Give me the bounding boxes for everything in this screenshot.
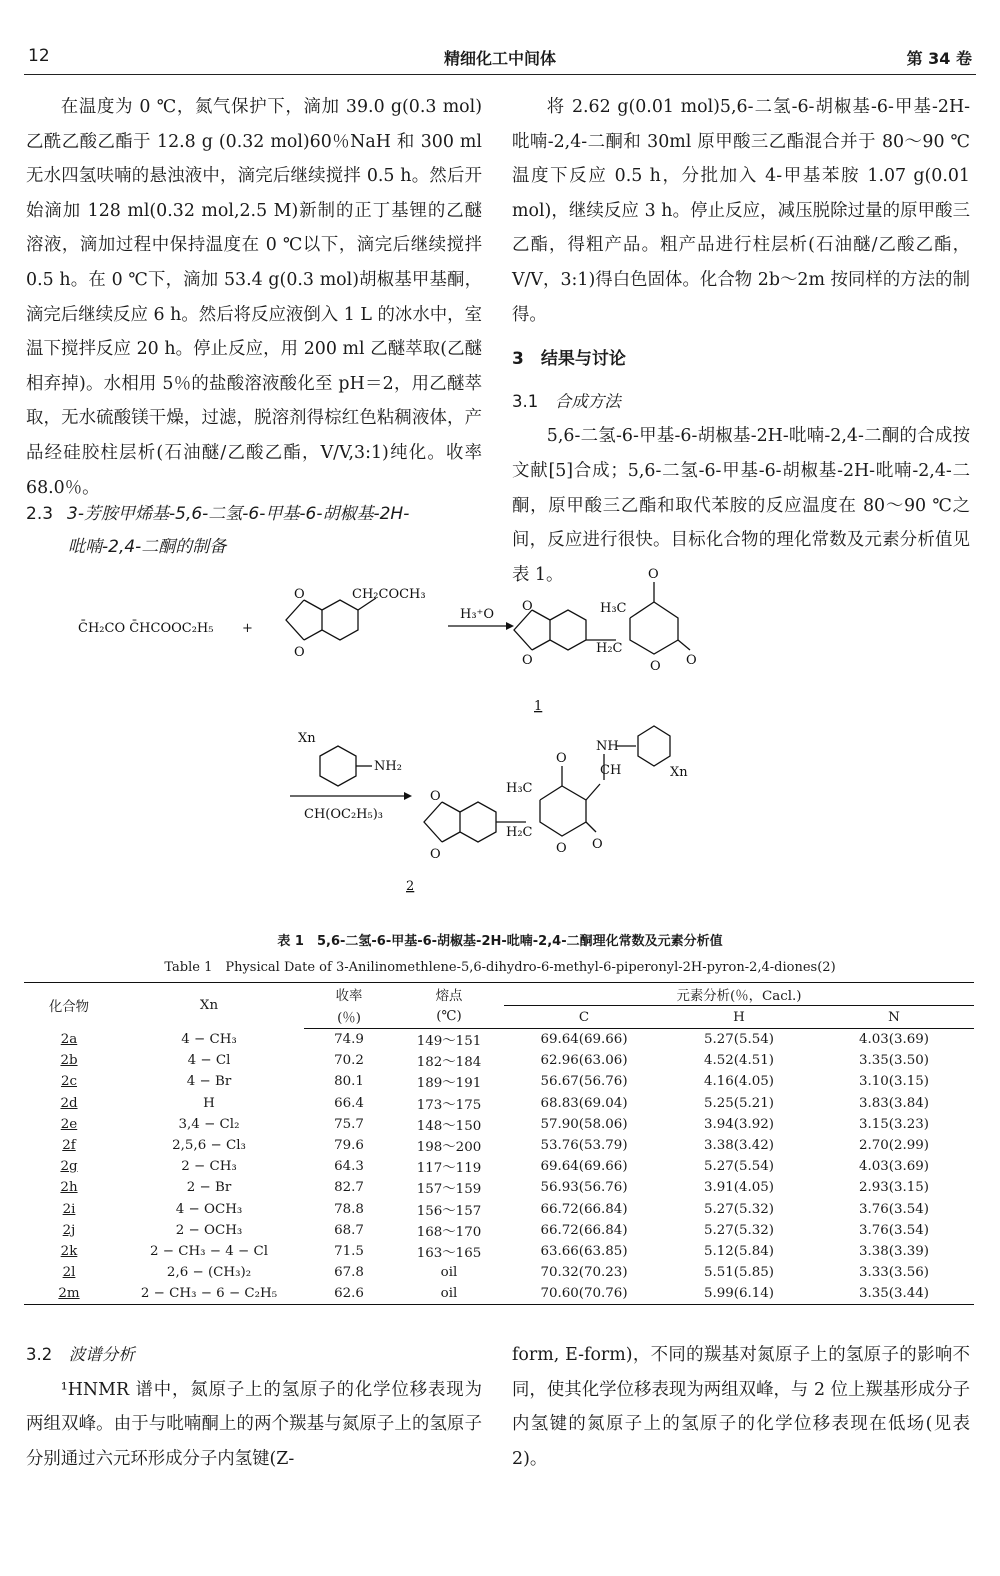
bottom-left-column <box>26 1338 482 1476</box>
cell-n: 4.03(3.69) <box>858 1159 930 1175</box>
scheme-ketone-substituent: CH₂COCH₃ <box>352 587 426 602</box>
scheme-h3c-2: H₃C <box>506 781 533 796</box>
cell-mp: 117～119 <box>416 1161 482 1177</box>
cell-c: 57.90(58.06) <box>540 1116 628 1132</box>
col-header-mp-unit: (℃) <box>394 1006 504 1029</box>
scheme-o-10: O <box>592 837 603 852</box>
cell-mp: 149～151 <box>416 1034 482 1050</box>
col-header-c: C <box>504 1006 664 1029</box>
table-row <box>24 1283 974 1305</box>
table-row <box>24 1199 974 1220</box>
cell-h: 5.27(5.32) <box>703 1222 775 1238</box>
scheme-o-1: O <box>294 587 305 602</box>
cell-yield: 75.7 <box>334 1116 364 1132</box>
cell-mp: 189～191 <box>416 1076 482 1092</box>
cell-xn: 3,4 − Cl₂ <box>178 1116 240 1132</box>
cell-mp: oil <box>394 1283 504 1305</box>
cell-compound: 2i <box>62 1201 76 1217</box>
volume-label: 第 34 卷 <box>906 49 972 68</box>
cell-mp: 163～165 <box>416 1245 482 1261</box>
cell-yield: 70.2 <box>334 1053 364 1069</box>
subsection-heading-3-2 <box>26 1338 482 1373</box>
cell-c: 62.96(63.06) <box>540 1053 628 1069</box>
scheme-xn-2: Xn <box>670 765 688 780</box>
subsection-number-3-2: 3.2 <box>26 1345 53 1364</box>
cell-n: 2.70(2.99) <box>858 1138 930 1154</box>
section-title-line1: 3-芳胺甲烯基-5,6-二氢-6-甲基-6-胡椒基-2H- <box>67 504 410 524</box>
cell-yield: 62.6 <box>304 1283 394 1305</box>
cell-mp: oil <box>440 1265 458 1281</box>
cell-h: 3.94(3.92) <box>703 1116 775 1132</box>
cell-mp: 182～184 <box>416 1055 482 1071</box>
product-2-structure <box>424 726 670 842</box>
cell-xn: 4 − CH₃ <box>181 1031 237 1047</box>
cell-c: 70.32(70.23) <box>540 1265 628 1281</box>
cell-yield: 79.6 <box>334 1138 364 1154</box>
scheme-o-2: O <box>294 645 305 660</box>
table-row <box>24 1177 974 1198</box>
scheme-label-1: 1 <box>534 699 543 714</box>
cell-c: 69.64(69.66) <box>540 1032 628 1048</box>
cell-c: 63.66(63.85) <box>540 1243 628 1259</box>
scheme-o-7: O <box>522 653 533 668</box>
cell-n: 3.76(3.54) <box>858 1201 930 1217</box>
subsection-number: 3.1 <box>512 391 539 411</box>
scheme-nh: NH <box>596 739 619 754</box>
cell-h: 5.27(5.54) <box>703 1032 775 1048</box>
cell-compound: 2f <box>62 1138 76 1154</box>
left-column <box>26 90 482 505</box>
scheme-label-2: 2 <box>406 879 415 894</box>
cell-n: 3.33(3.56) <box>858 1265 930 1281</box>
cell-c: 56.67(56.76) <box>540 1074 628 1090</box>
table-row <box>24 1093 974 1114</box>
cell-compound: 2m <box>24 1283 114 1305</box>
cell-compound: 2e <box>60 1116 78 1132</box>
aniline-structure <box>320 746 372 786</box>
cell-c: 56.93(56.76) <box>540 1180 628 1196</box>
scheme-arrowhead-1 <box>506 622 514 630</box>
cell-h: 4.52(4.51) <box>703 1053 775 1069</box>
cell-yield: 66.4 <box>334 1095 364 1111</box>
cell-compound: 2b <box>60 1053 78 1069</box>
ketone-structure <box>286 598 376 640</box>
page-number: 12 <box>28 46 50 66</box>
table-row <box>24 1241 974 1262</box>
cell-n: 3.83(3.84) <box>858 1095 930 1111</box>
subsection-title-3-2: 波谱分析 <box>68 1345 135 1364</box>
cell-xn: 2 − CH₃ − 4 − Cl <box>149 1243 269 1259</box>
table-row <box>24 1262 974 1283</box>
cell-xn: 2 − CH₃ <box>181 1159 237 1175</box>
cell-xn: 2,6 − (CH₃)₂ <box>166 1265 252 1281</box>
scheme-nh2: NH₂ <box>374 759 402 774</box>
scheme-o-8: O <box>556 751 567 766</box>
scheme-ch: CH <box>600 763 622 778</box>
scheme-reagent-left: C̄H₂CO C̄HCOOC₂H₅ <box>78 621 214 636</box>
scheme-arrow2-label: CH(OC₂H₅)₃ <box>304 807 384 822</box>
scheme-h3c-1: H₃C <box>600 601 627 616</box>
cell-compound: 2c <box>60 1074 78 1090</box>
cell-c: 69.64(69.66) <box>540 1159 628 1175</box>
table-row <box>24 1114 974 1135</box>
table-row <box>24 1050 974 1071</box>
cell-n: 3.35(3.44) <box>814 1283 974 1305</box>
nmr-paragraph-continued: form, E-form)，不同的羰基对氮原子上的氢原子的影响不同，使其化学位移表现为两组双峰，与 2 位上羰基形成分子内氢键的氮原子上的氢原子的化学位移表现在低场(见表 2)。 <box>512 1345 970 1469</box>
cell-yield: 67.8 <box>334 1265 364 1281</box>
cell-h: 4.16(4.05) <box>703 1074 775 1090</box>
scheme-o-6: O <box>522 599 533 614</box>
cell-xn: 2 − CH₃ − 6 − C₂H₅ <box>114 1283 304 1305</box>
cell-mp: 148～150 <box>416 1118 482 1134</box>
cell-n: 3.38(3.39) <box>858 1243 930 1259</box>
scheme-plus: + <box>242 621 253 636</box>
data-table <box>24 982 974 1305</box>
section-title-line2: 吡喃-2,4-二酮的制备 <box>68 537 227 557</box>
cell-yield: 71.5 <box>334 1243 364 1259</box>
procedure-paragraph: 在温度为 0 ℃，氮气保护下，滴加 39.0 g(0.3 mol)乙酰乙酸乙酯于 12.8 g (0.32 mol)60％NaH 和 300 ml 无水四氢呋喃的悬浊液中，滴完后继续搅拌 0.5 h。然后开始滴加 128 ml(0.32 mol,2.5 M)新制的正丁基锂的乙醚溶液，滴加过程中保持温度在 0 ℃以下，滴完后继续搅拌 0.5 h。在 0 ℃下，滴加 53.4 g(0.3 mol)胡椒基甲基酮，滴完后继续反应 6 h。然后将反应液倒入 1 L 的冰水中，室温下搅拌反应 20 h。停止反应，用 200 ml 乙醚萃取(乙醚相弃掉)。水相用 5％的盐酸溶液酸化至 pH＝2，用乙醚萃取，无水硫酸镁干燥，过滤，脱溶剂得棕红色粘稠液体，产品经硅胶柱层析(石油醚/乙酸乙酯，V/V,3:1)纯化。收率 68.0％。 <box>26 97 482 498</box>
cell-xn: 2 − OCH₃ <box>175 1222 243 1238</box>
table-caption-en: Table 1 Physical Date of 3-Anilinomethlene-5,6-dihydro-6-methyl-6-piperonyl-2H-pyron-2,4-diones(2) <box>164 960 836 975</box>
cell-yield: 74.9 <box>334 1032 364 1048</box>
synthesis-paragraph: 5,6-二氢-6-甲基-6-胡椒基-2H-吡喃-2,4-二酮的合成按文献[5]合成；5,6-二氢-6-甲基-6-胡椒基-2H-吡喃-2,4-二酮，原甲酸三乙酯和取代苯胺的反应温度在 80～90 ℃之间，反应进行很快。目标化合物的理化常数及元素分析值见表 1。 <box>512 426 970 585</box>
cell-n: 3.35(3.50) <box>858 1053 930 1069</box>
cell-xn: 4 − Br <box>186 1074 232 1090</box>
cell-h: 5.27(5.32) <box>703 1201 775 1217</box>
procedure-paragraph-2: 将 2.62 g(0.01 mol)5,6-二氢-6-胡椒基-6-甲基-2H-吡喃-2,4-二酮和 30ml 原甲酸三乙酯混合并于 80～90 ℃温度下反应 0.5 h，分批加入 4-甲基苯胺 1.07 g(0.01 mol)，继续反应 3 h。停止反应，减压脱除过量的原甲酸三乙酯，得粗产品。粗产品进行柱层析(石油醚/乙酸乙酯，V/V，3:1)得白色固体。化合物 2b～2m 按同样的方法的制得。 <box>512 97 970 325</box>
subsection-title: 合成方法 <box>554 391 621 411</box>
cell-n: 2.93(3.15) <box>858 1180 930 1196</box>
scheme-h2c-1: H₂C <box>596 641 623 656</box>
cell-xn: H <box>203 1095 215 1111</box>
scheme-o-4: O <box>650 659 661 674</box>
table-row <box>24 1156 974 1177</box>
section-heading-2-3 <box>26 498 496 564</box>
cell-xn: 4 − Cl <box>187 1053 231 1069</box>
bottom-right-column <box>512 1338 970 1476</box>
cell-yield: 78.8 <box>334 1201 364 1217</box>
col-header-h: H <box>664 1006 814 1029</box>
cell-n: 3.10(3.15) <box>858 1074 930 1090</box>
cell-xn: 2 − Br <box>186 1180 232 1196</box>
subsection-heading-3-1 <box>512 385 970 420</box>
scheme-o-11: O <box>430 789 441 804</box>
running-header <box>24 44 976 74</box>
col-header-compound: 化合物 <box>24 983 114 1029</box>
col-header-elemental: 元素分析(％，Cacl.) <box>504 983 974 1006</box>
cell-h: 5.12(5.84) <box>703 1243 775 1259</box>
cell-compound: 2k <box>60 1243 78 1259</box>
cell-yield: 82.7 <box>334 1180 364 1196</box>
cell-mp: 168～170 <box>416 1224 482 1240</box>
cell-xn: 4 − OCH₃ <box>175 1201 243 1217</box>
table-row <box>24 1135 974 1156</box>
scheme-o-9: O <box>556 841 567 856</box>
cell-h: 5.27(5.54) <box>703 1159 775 1175</box>
scheme-o-5: O <box>686 653 697 668</box>
cell-xn: 2,5,6 − Cl₃ <box>172 1138 246 1154</box>
table-body <box>24 1029 974 1305</box>
cell-c: 66.72(66.84) <box>540 1222 628 1238</box>
cell-n: 3.15(3.23) <box>858 1116 930 1132</box>
cell-yield: 64.3 <box>334 1159 364 1175</box>
right-column <box>512 90 970 592</box>
cell-yield: 68.7 <box>334 1222 364 1238</box>
cell-compound: 2g <box>60 1159 78 1175</box>
cell-c: 53.76(53.79) <box>540 1138 628 1154</box>
cell-mp: 157～159 <box>416 1182 482 1198</box>
cell-h: 3.38(3.42) <box>703 1138 775 1154</box>
table-row <box>24 1220 974 1241</box>
cell-h: 5.25(5.21) <box>703 1095 775 1111</box>
journal-title: 精细化工中间体 <box>443 49 556 68</box>
section-number: 2.3 <box>26 504 54 524</box>
cell-mp: 173～175 <box>416 1097 482 1113</box>
scheme-xn-1: Xn <box>298 731 316 746</box>
cell-compound: 2d <box>60 1095 78 1111</box>
cell-compound: 2h <box>60 1180 78 1196</box>
scheme-h2c-2: H₂C <box>506 825 533 840</box>
cell-n: 4.03(3.69) <box>858 1032 930 1048</box>
section-heading-3: 3 结果与讨论 <box>512 349 626 370</box>
cell-compound: 2l <box>62 1265 76 1281</box>
cell-c: 66.72(66.84) <box>540 1201 628 1217</box>
reaction-scheme <box>60 560 940 900</box>
cell-yield: 80.1 <box>334 1074 364 1090</box>
cell-mp: 156～157 <box>416 1203 482 1219</box>
scheme-arrow1-label: H₃⁺O <box>460 607 495 622</box>
table-row <box>24 1029 974 1051</box>
cell-compound: 2j <box>62 1222 76 1238</box>
header-rule <box>24 74 976 75</box>
cell-c: 68.83(69.04) <box>540 1095 628 1111</box>
table-caption-cn: 表 1 5,6-二氢-6-甲基-6-胡椒基-2H-吡喃-2,4-二酮理化常数及元素分析值 <box>277 934 723 949</box>
scheme-o-12: O <box>430 847 441 862</box>
cell-h: 3.91(4.05) <box>703 1180 775 1196</box>
cell-n: 3.76(3.54) <box>858 1222 930 1238</box>
nmr-paragraph: ¹HNMR 谱中，氮原子上的氢原子的化学位移表现为两组双峰。由于与吡喃酮上的两个羰基与氮原子上的氢原子分别通过六元环形成分子内氢键(Z- <box>26 1379 482 1469</box>
cell-mp: 198～200 <box>416 1140 482 1156</box>
scheme-o-3: O <box>648 567 659 582</box>
col-header-yield-unit: (％) <box>304 1006 394 1029</box>
col-header-mp: 熔点 <box>394 983 504 1006</box>
cell-compound: 2a <box>60 1031 78 1047</box>
table-row <box>24 1071 974 1092</box>
cell-h: 5.51(5.85) <box>703 1265 775 1281</box>
scheme-drawing <box>60 560 940 900</box>
cell-c: 70.60(70.76) <box>504 1283 664 1305</box>
scheme-arrowhead-2 <box>404 792 412 800</box>
col-header-xn: Xn <box>114 983 304 1029</box>
cell-h: 5.99(6.14) <box>664 1283 814 1305</box>
col-header-yield: 收率 <box>304 983 394 1006</box>
col-header-n: N <box>814 1006 974 1029</box>
